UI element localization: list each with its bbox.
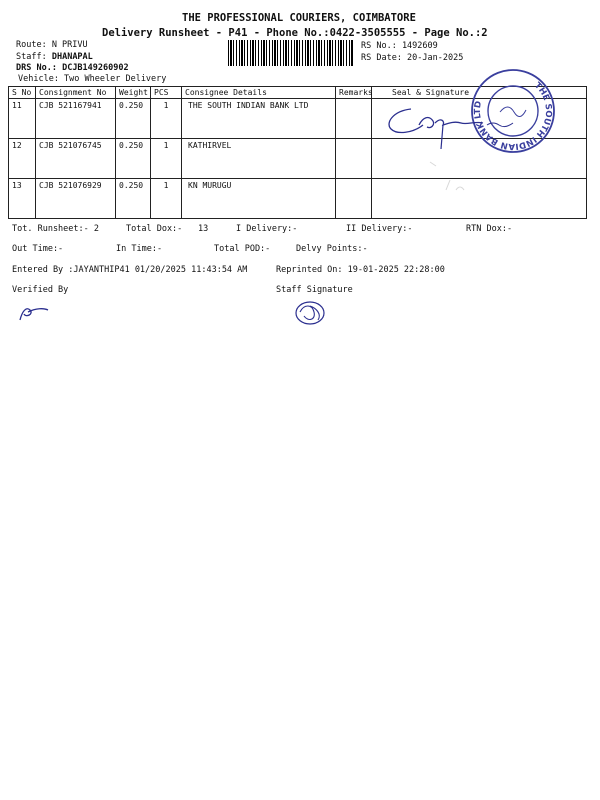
col-remarks: Remarks <box>336 87 372 99</box>
total-dox-value: 13 <box>198 224 209 234</box>
staff-value: DHANAPAL <box>51 52 93 62</box>
cell-pcs: 1 <box>151 179 182 219</box>
rs-date: RS Date: 20-Jan-2025 <box>361 53 464 63</box>
route-label: Route: N PRIVU <box>16 40 88 50</box>
cell-remarks <box>336 139 372 179</box>
cell-consignee: KATHIRVEL <box>182 139 336 179</box>
drs-barcode <box>228 40 354 66</box>
staff-line <box>16 52 93 62</box>
staff-signature-label: Staff Signature <box>276 285 353 295</box>
drs-label: DRS No.: <box>16 63 57 73</box>
cell-consignee: KN MURUGU <box>182 179 336 219</box>
col-consignment: Consignment No <box>36 87 116 99</box>
rs-number: RS No.: 1492609 <box>361 41 438 51</box>
delvy-points: Delvy Points:- <box>296 244 368 254</box>
svg-text:THE SOUTH INDIAN BANK LTD: THE SOUTH INDIAN BANK LTD <box>472 80 554 152</box>
col-consignee: Consignee Details <box>182 87 336 99</box>
consignee-signature-icon <box>383 103 523 153</box>
staff-label: Staff: <box>16 52 47 62</box>
cell-sno: 13 <box>9 179 36 219</box>
in-time: In Time:- <box>116 244 163 254</box>
tot-runsheet: Tot. Runsheet:- 2 <box>12 224 99 234</box>
total-dox-label: Total Dox:- <box>126 224 183 234</box>
company-title: THE PROFESSIONAL COURIERS, COIMBATORE <box>182 12 416 24</box>
total-pod: Total POD:- <box>214 244 271 254</box>
cell-sno: 11 <box>9 99 36 139</box>
col-seal-signature: Seal & Signature <box>372 87 587 99</box>
cell-sno: 12 <box>9 139 36 179</box>
out-time: Out Time:- <box>12 244 64 254</box>
rtn-dox: RTN Dox:- <box>466 224 513 234</box>
cell-weight: 0.250 <box>116 99 151 139</box>
col-sno: S No <box>9 87 36 99</box>
col-weight: Weight <box>116 87 151 99</box>
entered-by: Entered By :JAYANTHIP41 01/20/2025 11:43:54 AM <box>12 265 248 275</box>
cell-consignment: CJB 521167941 <box>36 99 116 139</box>
faint-mark-icon <box>420 150 480 210</box>
cell-weight: 0.250 <box>116 139 151 179</box>
verified-by-label: Verified By <box>12 285 69 295</box>
cell-remarks <box>336 99 372 139</box>
verifier-signature-icon <box>16 302 50 324</box>
vehicle-label: Vehicle: Two Wheeler Delivery <box>18 74 167 84</box>
drs-line <box>16 63 129 73</box>
cell-consignment: CJB 521076929 <box>36 179 116 219</box>
reprinted-on: Reprinted On: 19-01-2025 22:28:00 <box>276 265 445 275</box>
col-pcs: PCS <box>151 87 182 99</box>
ii-delivery: II Delivery:- <box>346 224 413 234</box>
cell-consignment: CJB 521076745 <box>36 139 116 179</box>
cell-pcs: 1 <box>151 139 182 179</box>
cell-weight: 0.250 <box>116 179 151 219</box>
i-delivery: I Delivery:- <box>236 224 298 234</box>
cell-consignee: THE SOUTH INDIAN BANK LTD <box>182 99 336 139</box>
cell-remarks <box>336 179 372 219</box>
runsheet-subtitle: Delivery Runsheet - P41 - Phone No.:0422-3505555 - Page No.:2 <box>102 27 488 39</box>
drs-value: DCJB149260902 <box>62 63 129 73</box>
cell-pcs: 1 <box>151 99 182 139</box>
staff-signature-icon <box>292 298 328 328</box>
table-row <box>9 179 587 219</box>
